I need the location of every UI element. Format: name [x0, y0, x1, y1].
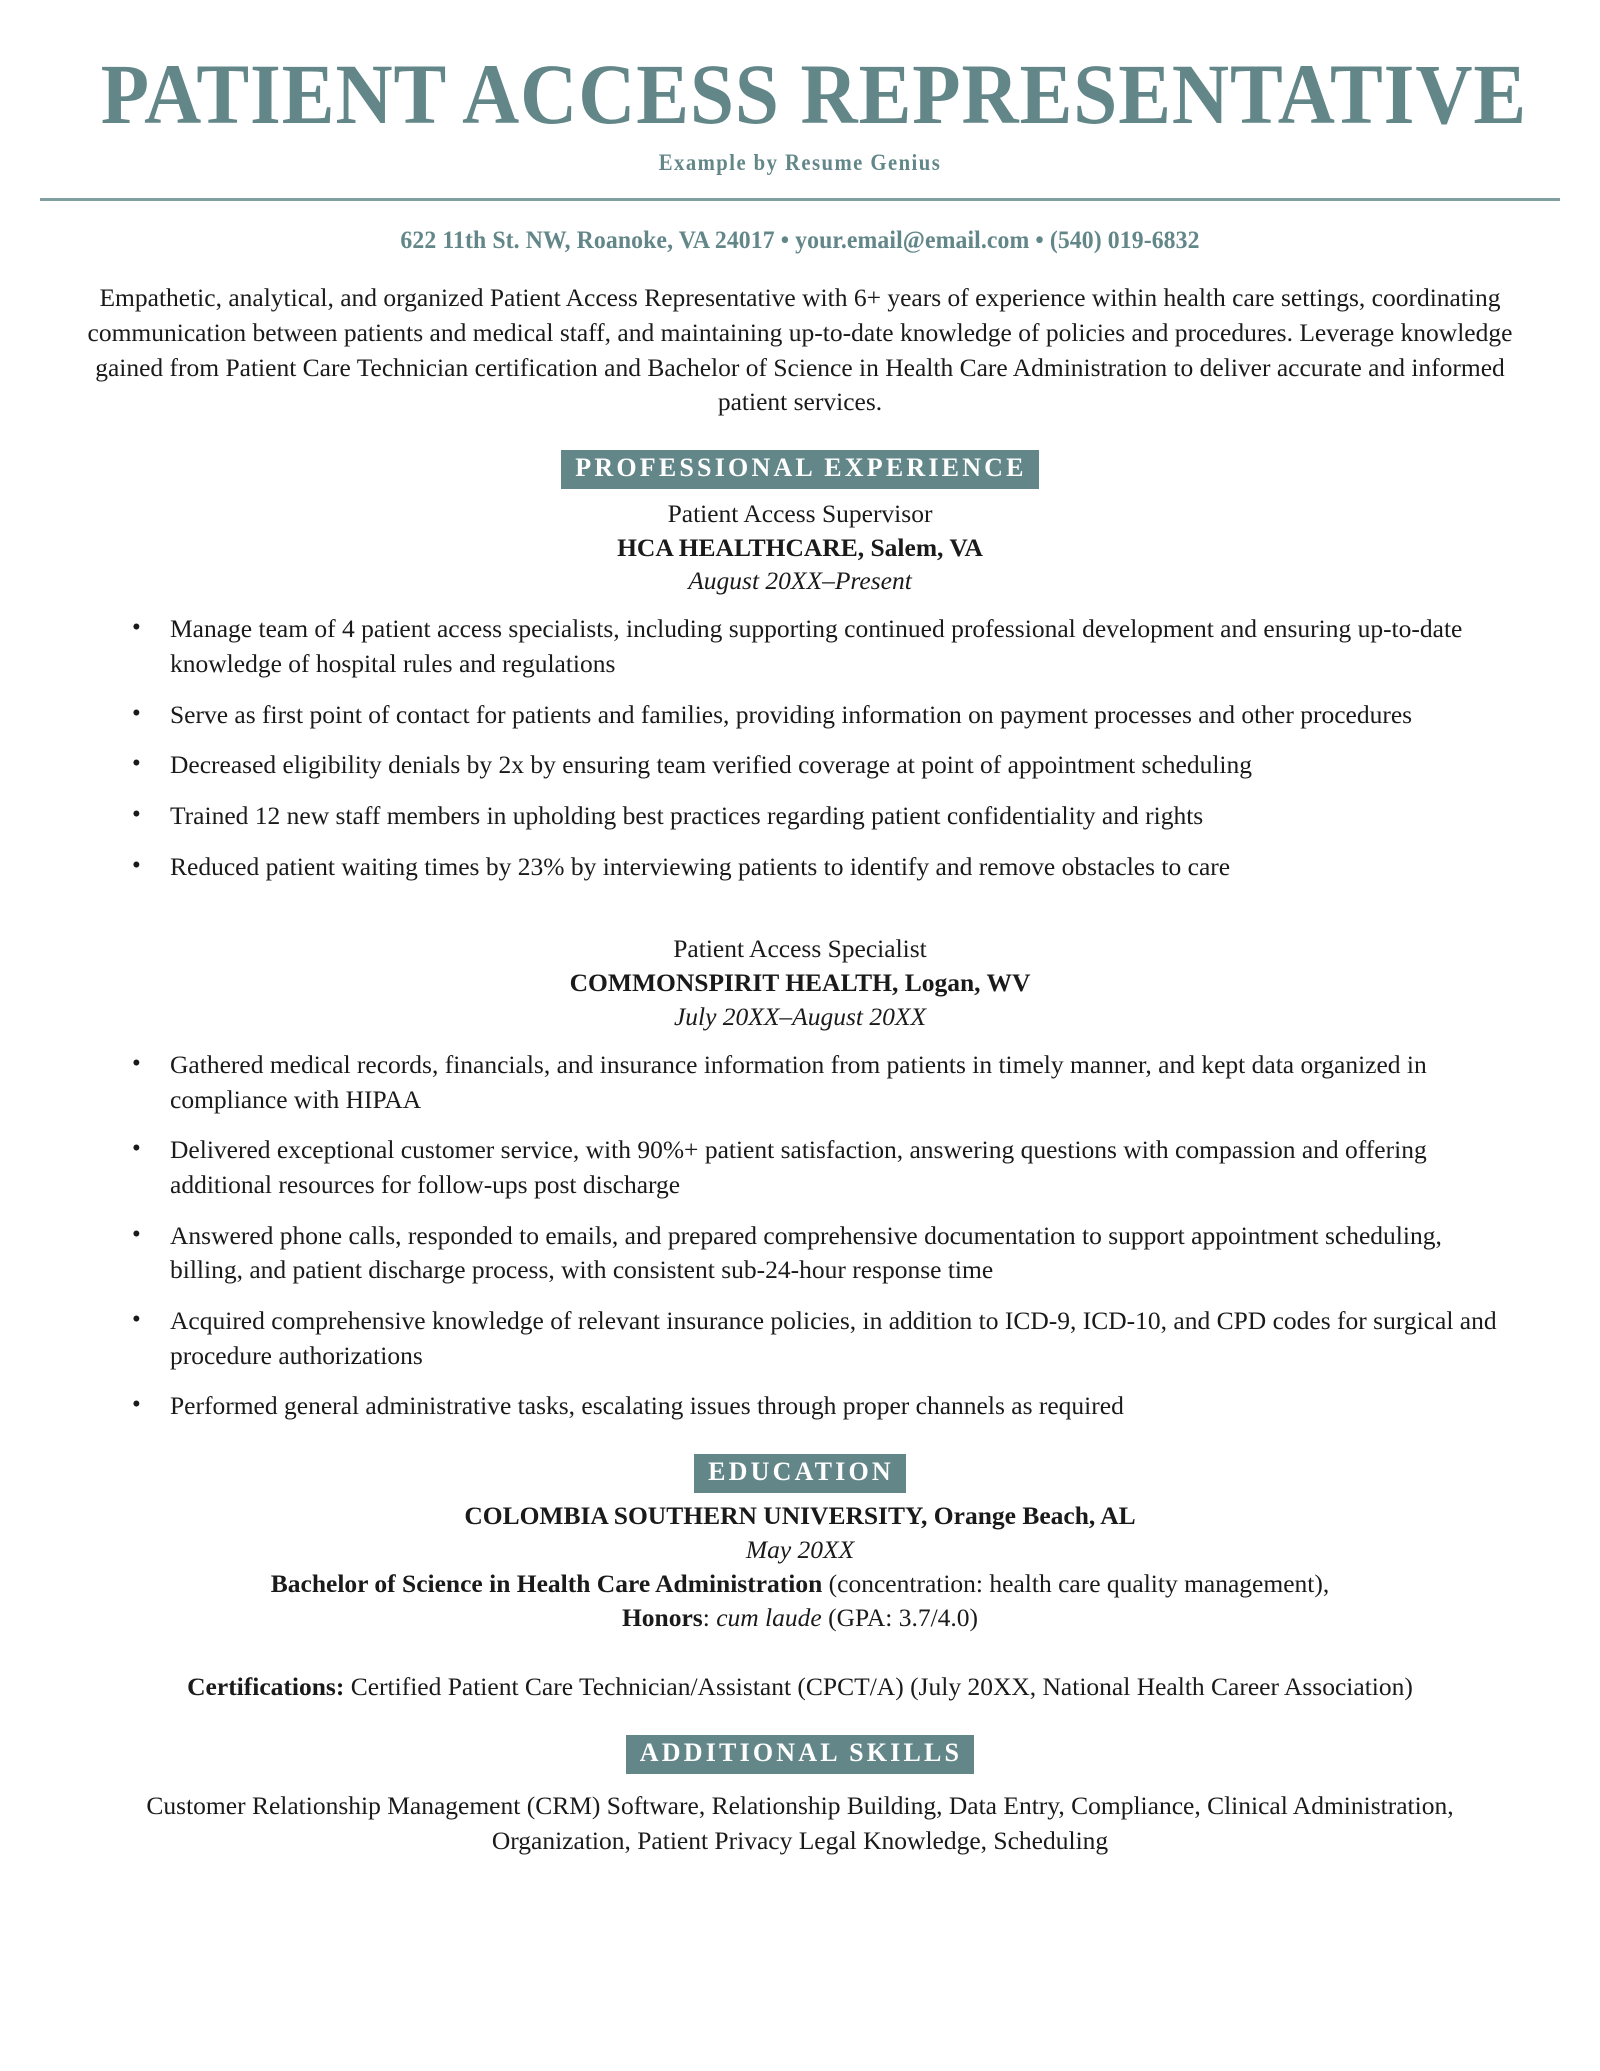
list-item: • Decreased eligibility denials by 2x by ensuring team verified coverage at point of appointment scheduling — [40, 748, 1560, 783]
job-entry — [40, 497, 1560, 599]
honors-separator: : — [702, 1602, 717, 1632]
education-honors-line — [40, 1601, 1560, 1635]
job-title: Patient Access Supervisor — [667, 498, 933, 528]
resume-header — [40, 0, 1560, 201]
list-item: • Serve as first point of contact for patients and families, providing information on payment processes and other procedures — [40, 698, 1560, 733]
skills-list: Customer Relationship Management (CRM) Software, Relationship Building, Data Entry, Compliance, Clinical Administration, Organization, Patient Privacy Legal Knowledge, Scheduling — [146, 1790, 1454, 1856]
list-item: • Performed general administrative tasks, escalating issues through proper channels as required — [40, 1389, 1560, 1424]
section-badge-skills: ADDITIONAL SKILLS — [626, 1735, 974, 1774]
education-degree: Bachelor of Science in Health Care Administration — [270, 1568, 823, 1598]
certifications-line — [40, 1670, 1560, 1705]
job-company: COMMONSPIRIT HEALTH, Logan, WV — [569, 968, 1031, 998]
honors-gpa: (GPA: 3.7/4.0) — [821, 1602, 979, 1632]
resume-subtitle: Example by Resume Genius — [658, 150, 942, 176]
job-dates: August 20XX–Present — [688, 566, 912, 596]
honors-label: Honors — [621, 1602, 703, 1632]
section-header-education — [40, 1454, 1560, 1493]
list-item: • Answered phone calls, responded to emails, and prepared comprehensive documentation to support appointment scheduling, billing, and patient discharge process, with consistent sub-24-hour response time — [40, 1219, 1560, 1288]
honors-value: cum laude — [716, 1602, 822, 1632]
job-bullets — [40, 1048, 1560, 1424]
list-item: • Manage team of 4 patient access specialists, including supporting continued professional development and ensuring up-to-date knowledge of hospital rules and regulations — [40, 612, 1560, 681]
education-degree-line — [40, 1567, 1560, 1601]
education-degree-detail: (concentration: health care quality management), — [822, 1568, 1330, 1598]
education-entry — [40, 1499, 1560, 1635]
education-date: May 20XX — [745, 1534, 855, 1564]
professional-summary: Empathetic, analytical, and organized Patient Access Representative with 6+ years of experience within health care settings, coordinating communication between patients and medical staff, and maintaining up-to-date knowledge of policies and procedures. Leverage knowledge gained from Patient Care Technician certification and Bachelor of Science in Health Care Administration to deliver accurate and informed patient services. — [87, 283, 1513, 417]
list-item: • Acquired comprehensive knowledge of relevant insurance policies, in addition to ICD-9, ICD-10, and CPD codes for surgical and procedure authorizations — [40, 1304, 1560, 1373]
education-school: COLOMBIA SOUTHERN UNIVERSITY, Orange Beach, AL — [464, 1500, 1136, 1530]
section-header-experience — [40, 450, 1560, 489]
job-dates: July 20XX–August 20XX — [673, 1002, 927, 1032]
page-title: PATIENT ACCESS REPRESENTATIVE — [100, 46, 1528, 142]
contact-line: 622 11th St. NW, Roanoke, VA 24017 • your.email@email.com • (540) 019-6832 — [400, 227, 1200, 255]
section-badge-experience: PROFESSIONAL EXPERIENCE — [561, 450, 1038, 489]
list-item: • Trained 12 new staff members in upholding best practices regarding patient confidentiality and rights — [40, 799, 1560, 834]
job-bullets — [40, 612, 1560, 884]
list-item: • Gathered medical records, financials, and insurance information from patients in timely manner, and kept data organized in compliance with HIPAA — [40, 1048, 1560, 1117]
list-item: • Reduced patient waiting times by 23% by interviewing patients to identify and remove obstacles to care — [40, 850, 1560, 885]
certifications-value: Certified Patient Care Technician/Assistant (CPCT/A) (July 20XX, National Health Career Association) — [344, 1672, 1413, 1702]
job-company: HCA HEALTHCARE, Salem, VA — [617, 532, 983, 562]
section-header-skills — [40, 1735, 1560, 1774]
header-divider — [40, 198, 1560, 201]
job-title: Patient Access Specialist — [673, 934, 927, 964]
list-item: • Delivered exceptional customer service, with 90%+ patient satisfaction, answering questions with compassion and offering additional resources for follow-ups post discharge — [40, 1133, 1560, 1202]
certifications-label: Certifications: — [187, 1672, 345, 1702]
section-badge-education: EDUCATION — [694, 1454, 906, 1493]
job-entry — [40, 932, 1560, 1034]
